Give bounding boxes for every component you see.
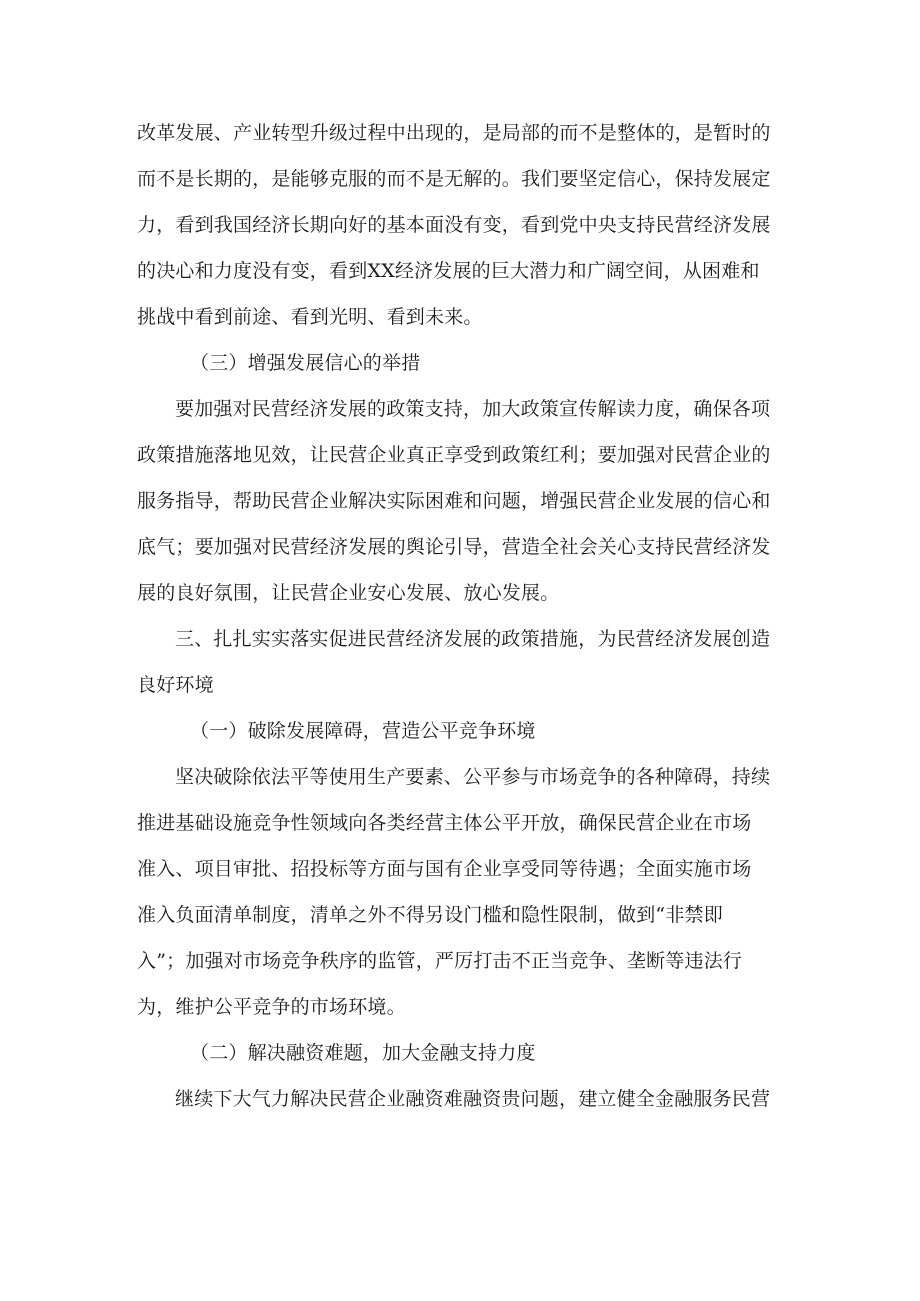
text-line: 入”；加强对市场竞争秩序的监管，严厉打击不正当竞争、垄断等违法行 <box>137 950 743 972</box>
section-heading: （二）解决融资难题，加大金融支持力度 <box>190 1042 536 1064</box>
text-line: 准入、项目审批、招投标等方面与国有企业享受同等待遇；全面实施市场 <box>137 858 752 880</box>
text-line: 底气；要加强对民营经济发展的舆论引导，营造全社会关心支持民营经济发 <box>137 536 771 558</box>
text-line: 改革发展、产业转型升级过程中出现的，是局部的而不是整体的，是暂时的 <box>137 122 771 144</box>
text-line: 服务指导，帮助民营企业解决实际困难和问题，增强民营企业发展的信心和 <box>137 490 771 512</box>
chapter-heading-cont: 良好环境 <box>137 674 214 696</box>
text-line: 准入负面清单制度，清单之外不得另设门槛和隐性限制，做到“非禁即 <box>137 904 723 926</box>
chapter-heading: 三、扎扎实实落实促进民营经济发展的政策措施，为民营经济发展创造 <box>175 628 771 650</box>
text-line: 推进基础设施竞争性领域向各类经营主体公平开放，确保民营企业在市场 <box>137 812 752 834</box>
text-line: 力，看到我国经济长期向好的基本面没有变，看到党中央支持民营经济发展 <box>137 214 771 236</box>
text-line: 政策措施落地见效，让民营企业真正享受到政策红利；要加强对民营企业的 <box>137 444 771 466</box>
section-heading: （一）破除发展障碍，营造公平竞争环境 <box>190 720 536 742</box>
text-line: 要加强对民营经济发展的政策支持，加大政策宣传解读力度，确保各项 <box>175 398 771 420</box>
text-line: 而不是长期的，是能够克服的而不是无解的。我们要坚定信心，保持发展定 <box>137 168 771 190</box>
text-line: 展的良好氛围，让民营企业安心发展、放心发展。 <box>137 582 560 604</box>
text-line: 继续下大气力解决民营企业融资难融资贵问题，建立健全金融服务民营 <box>175 1088 771 1110</box>
text-line: 的决心和力度没有变，看到XX经济发展的巨大潜力和广阔空间，从困难和 <box>137 260 760 282</box>
text-line: 挑战中看到前途、看到光明、看到未来。 <box>137 306 483 328</box>
text-line: 为，维护公平竞争的市场环境。 <box>137 996 406 1018</box>
text-line: 坚决破除依法平等使用生产要素、公平参与市场竞争的各种障碍，持续 <box>175 766 771 788</box>
section-heading: （三）增强发展信心的举措 <box>190 352 421 374</box>
